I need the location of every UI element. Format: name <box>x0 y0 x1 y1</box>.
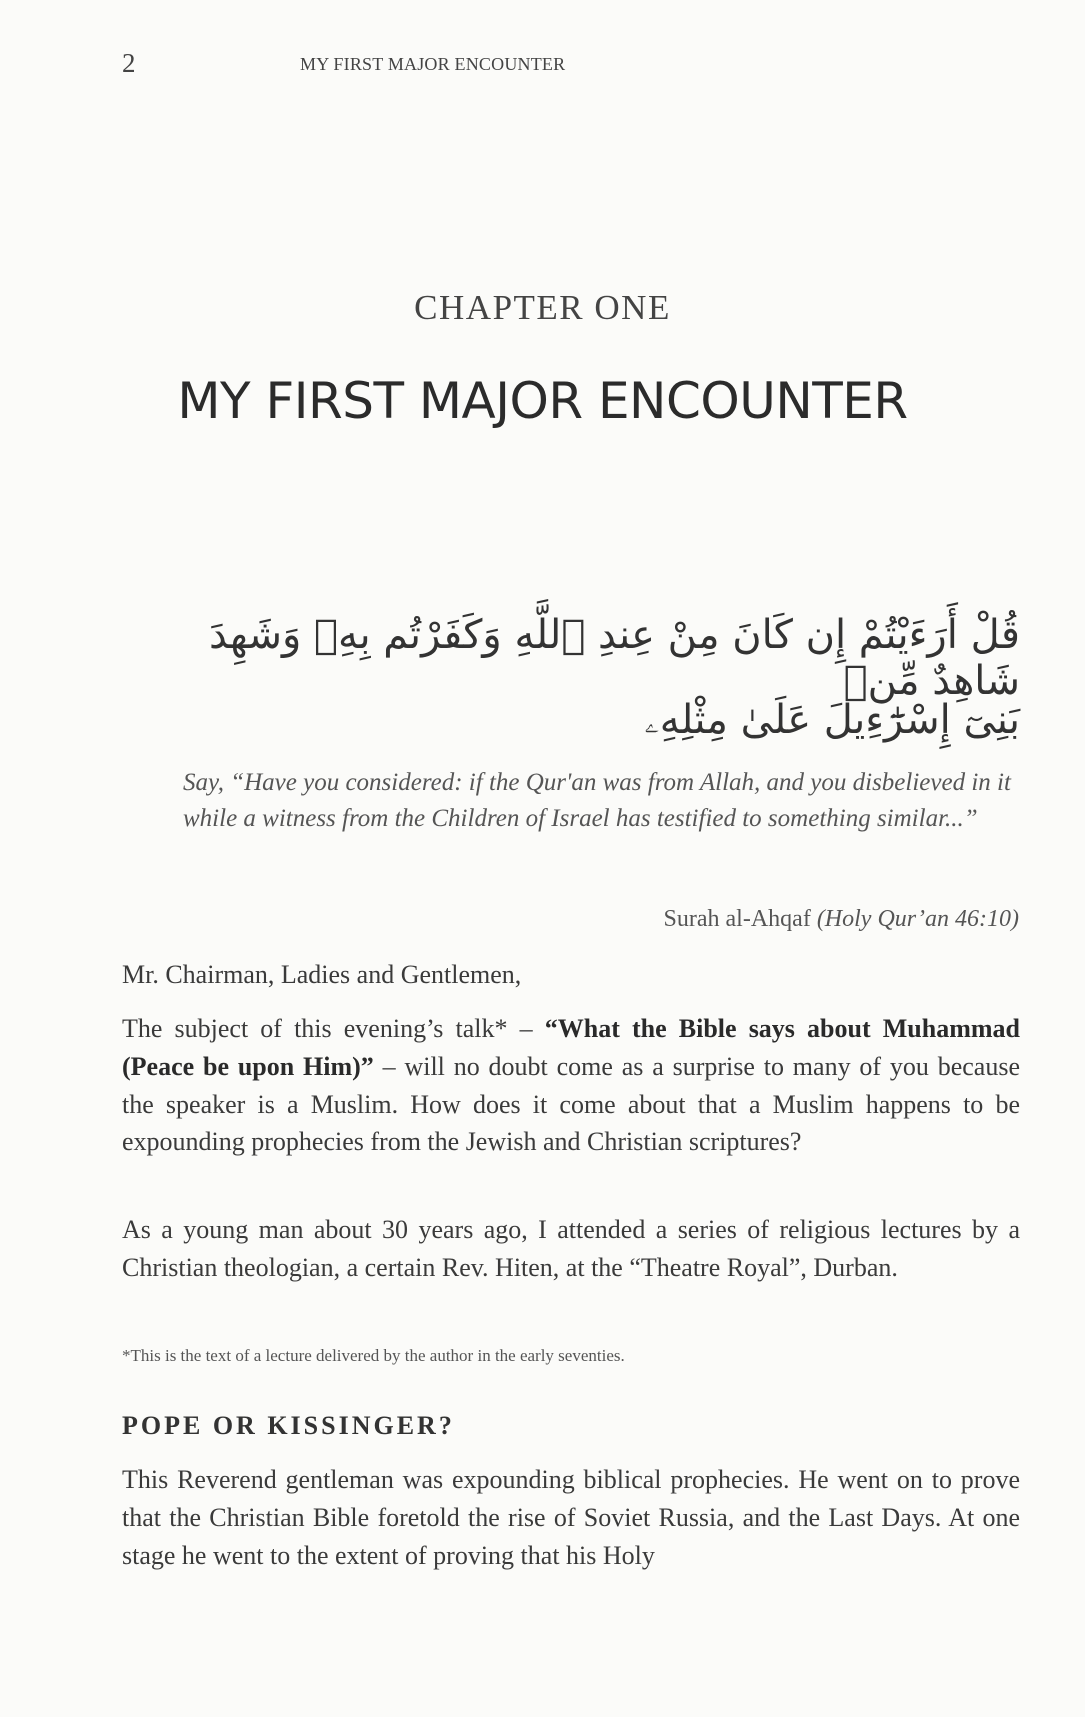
reference-citation: (Holy Qur’an 46:10) <box>816 906 1019 932</box>
running-head: MY FIRST MAJOR ENCOUNTER <box>300 54 566 74</box>
salutation: Mr. Chairman, Ladies and Gentlemen, <box>122 960 522 989</box>
talk-title: “What the Bible says about Muhammad (Peace be upon Him)” <box>122 1014 1020 1081</box>
chapter-label: CHAPTER ONE <box>414 288 671 327</box>
reference-surah: Surah al-Ahqaf <box>663 906 811 932</box>
section-heading: POPE OR KISSINGER? <box>122 1411 455 1440</box>
arabic-verse-line-1: قُلْ أَرَءَيْتُمْ إِن كَانَ مِنْ عِندِ ٱللَّهِ وَكَفَرْتُم بِهِۦ وَشَهِدَ شَاهِدٌ مِّنۢ <box>209 612 1020 704</box>
paragraph-3: This Reverend gentleman was expounding biblical prophecies. He went on to prove that the Christian Bible foretold the rise of Soviet Russia, and the Last Days. At one stage he went to the extent of proving that his Holy <box>122 1465 1020 1570</box>
paragraph-1 <box>122 1010 1020 1161</box>
verse-translation: Say, “Have you considered: if the Qur'an was from Allah, and you disbelieved in it while a witness from the Children of Israel has testified to something similar...” <box>183 769 1011 832</box>
verse-reference <box>664 906 1019 933</box>
p1-text-a: The subject of this evening’s talk* – <box>122 1014 545 1043</box>
page-number: 2 <box>122 48 136 78</box>
p1-text-b: – will no doubt come as a surprise to many of you because the speaker is a Muslim. How does it come about that a Muslim happens to be expounding prophecies from the Jewish and Christian scriptures? <box>122 1051 1020 1157</box>
paragraph-2: As a young man about 30 years ago, I attended a series of religious lectures by a Christian theologian, a certain Rev. Hiten, at the “Theatre Royal”, Durban. <box>122 1215 1020 1282</box>
chapter-title: MY FIRST MAJOR ENCOUNTER <box>177 372 908 430</box>
arabic-verse-line-2: بَنِىٓ إِسْرَٰٓءِيلَ عَلَىٰ مِثْلِهِۦ <box>644 697 1020 743</box>
footnote: *This is the text of a lecture delivered by the author in the early seventies. <box>122 1346 625 1365</box>
